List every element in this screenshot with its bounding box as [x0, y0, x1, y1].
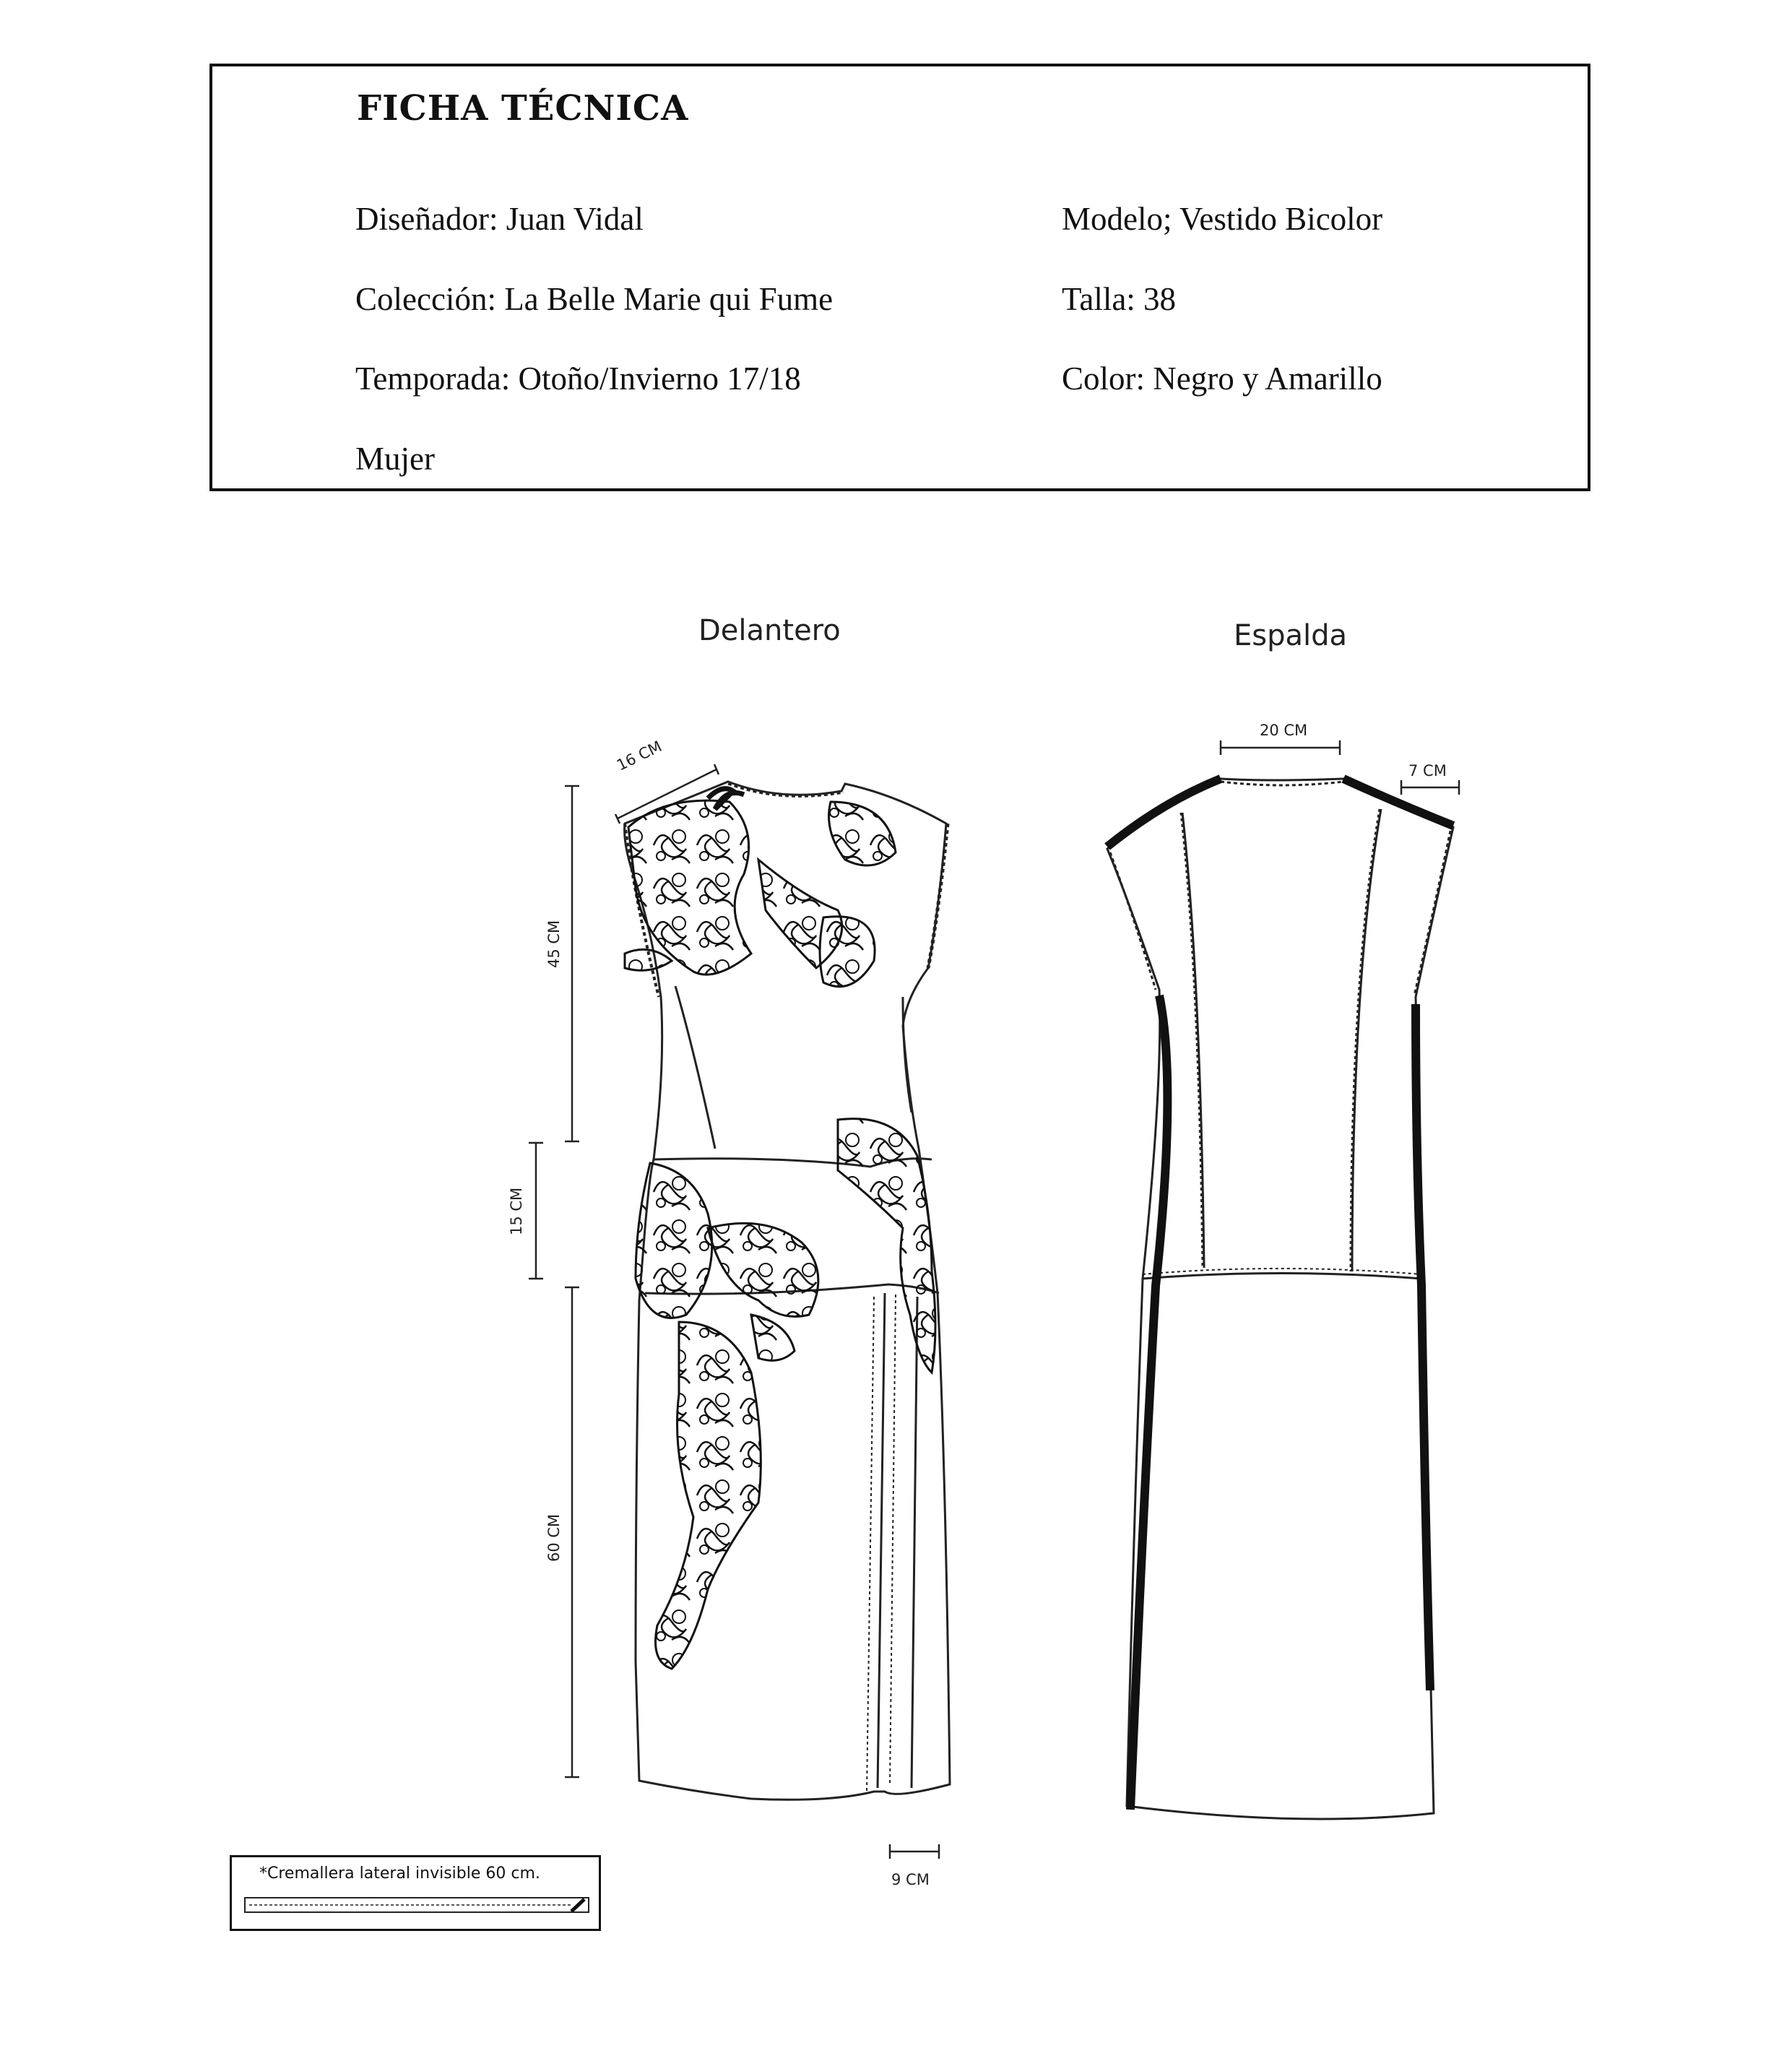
dim-shoulder-front: 16 CM: [614, 737, 665, 774]
zipper-icon: [232, 1857, 603, 1933]
spec-title: FICHA TÉCNICA: [357, 88, 689, 129]
back-contrast-bands: [1107, 779, 1453, 1810]
season-field: Temporada: Otoño/Invierno 17/18: [355, 360, 801, 397]
zipper-note-text: *Cremallera lateral invisible 60 cm.: [259, 1865, 540, 1883]
dim-skirt-length: 60 CM: [545, 1513, 563, 1562]
back-waist-seam: [1143, 1274, 1421, 1279]
front-view-label: Delantero: [698, 614, 841, 647]
collection-field: Colección: La Belle Marie qui Fume: [355, 281, 834, 317]
size-field: Talla: 38: [1062, 281, 1177, 317]
dim-neck-back: 20 CM: [1260, 722, 1308, 739]
model-field: Modelo; Vestido Bicolor: [1062, 201, 1383, 237]
dim-bodice-length: 45 CM: [545, 920, 563, 968]
dim-shoulder-back: 7 CM: [1408, 762, 1447, 779]
back-neckline: [1221, 782, 1343, 785]
back-view-label: Espalda: [1234, 619, 1348, 652]
dim-slit-width: 9 CM: [891, 1871, 930, 1888]
front-embroidery: [625, 800, 935, 1669]
gender-field: Mujer: [355, 441, 435, 477]
color-field: Color: Negro y Amarillo: [1062, 360, 1382, 397]
designer-field: Diseñador: Juan Vidal: [355, 201, 644, 237]
dim-waistband: 15 CM: [508, 1187, 525, 1235]
front-armhole-right: [928, 824, 948, 968]
zipper-note-box: [230, 1855, 601, 1931]
front-slit: [878, 1293, 885, 1788]
